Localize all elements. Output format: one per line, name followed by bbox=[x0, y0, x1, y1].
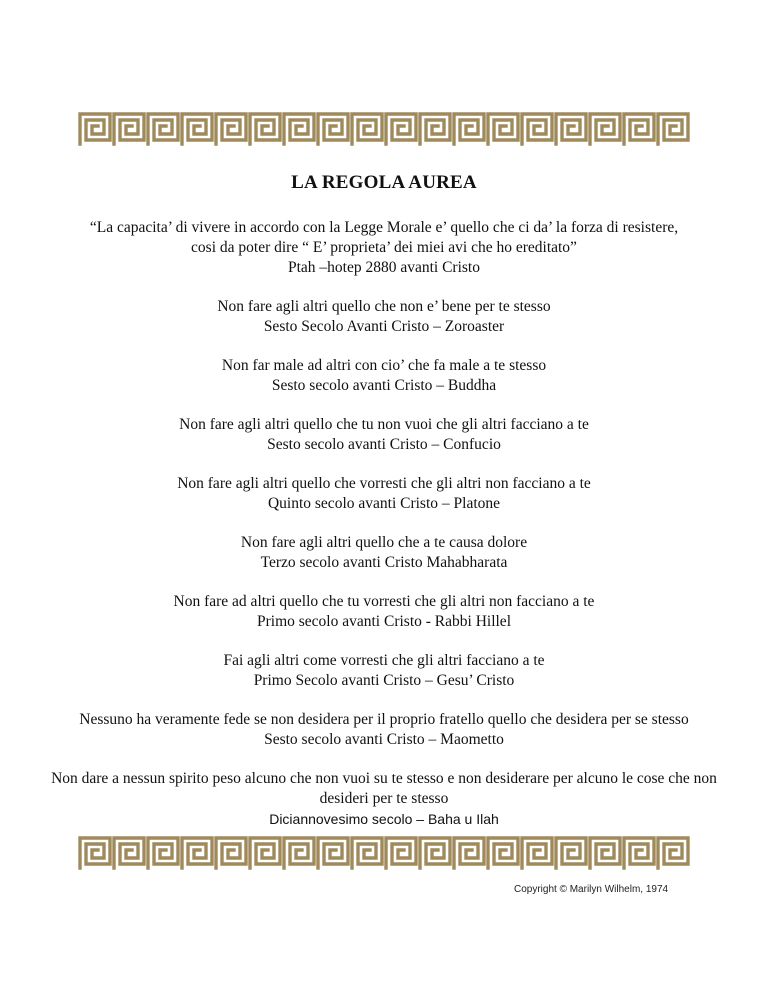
greek-key-motif bbox=[590, 114, 620, 144]
greek-key-motif bbox=[420, 838, 450, 868]
greek-key-motif bbox=[522, 838, 552, 868]
rule-source: Sesto secolo avanti Cristo – Confucio bbox=[267, 436, 501, 453]
greek-key-border-top bbox=[78, 112, 690, 146]
greek-key-motif bbox=[658, 114, 688, 144]
greek-key-motif bbox=[352, 838, 382, 868]
greek-key-motif bbox=[250, 838, 280, 868]
greek-key-motif bbox=[80, 114, 110, 144]
rule-text: Non fare agli altri quello che non e’ bene per te stesso bbox=[217, 298, 551, 315]
greek-key-motif bbox=[590, 838, 620, 868]
greek-key-motif bbox=[386, 838, 416, 868]
greek-key-motif bbox=[80, 838, 110, 868]
rule-source: Sesto Secolo Avanti Cristo – Zoroaster bbox=[263, 318, 505, 335]
greek-key-motif bbox=[624, 114, 654, 144]
rule-text: Non fare agli altri quello che vorresti che gli altri non facciano a te bbox=[177, 475, 591, 492]
rule-block bbox=[0, 415, 768, 455]
greek-key-motif bbox=[624, 838, 654, 868]
greek-key-motif bbox=[114, 838, 144, 868]
greek-key-motif bbox=[522, 114, 552, 144]
greek-key-motif bbox=[318, 114, 348, 144]
document-body bbox=[0, 218, 768, 848]
greek-key-motif bbox=[420, 114, 450, 144]
rule-source: Terzo secolo avanti Cristo Mahabharata bbox=[260, 554, 508, 571]
greek-key-motif bbox=[114, 114, 144, 144]
greek-key-motif bbox=[284, 838, 314, 868]
greek-key-motif bbox=[216, 114, 246, 144]
intro-line: cosi da poter dire “ E’ proprieta’ dei miei avi che ho ereditato” bbox=[191, 239, 577, 256]
greek-key-motif bbox=[352, 114, 382, 144]
rule-source: Primo Secolo avanti Cristo – Gesu’ Cristo bbox=[253, 672, 515, 689]
rule-text: Non fare ad altri quello che tu vorresti che gli altri non facciano a te bbox=[173, 593, 595, 610]
greek-key-motif bbox=[148, 838, 178, 868]
greek-key-motif bbox=[556, 838, 586, 868]
copyright-notice: Copyright © Marilyn Wilhelm, 1974 bbox=[514, 884, 669, 895]
greek-key-motif bbox=[148, 114, 178, 144]
greek-key-motif bbox=[488, 838, 518, 868]
rule-block bbox=[0, 533, 768, 573]
greek-key-motif bbox=[182, 114, 212, 144]
greek-key-motif bbox=[284, 114, 314, 144]
rule-text: Fai agli altri come vorresti che gli altri facciano a te bbox=[223, 652, 545, 669]
rule-source: Sesto secolo avanti Cristo – Buddha bbox=[271, 377, 497, 394]
greek-key-motif bbox=[386, 114, 416, 144]
intro-attribution: Ptah –hotep 2880 avanti Cristo bbox=[287, 259, 480, 276]
rule-text: Non fare agli altri quello che a te causa dolore bbox=[240, 534, 528, 551]
greek-key-motif bbox=[250, 114, 280, 144]
rule-text: Non far male ad altri con cio’ che fa male a te stesso bbox=[221, 357, 547, 374]
rule-block bbox=[0, 356, 768, 396]
rule-text: Non dare a nessun spirito peso alcuno che non vuoi su te stesso e non desiderare per alcuno le cose che non desideri per te stesso bbox=[51, 770, 717, 807]
greek-key-motif bbox=[658, 838, 688, 868]
rule-text: Nessuno ha veramente fede se non desidera per il proprio fratello quello che desidera per se stesso bbox=[79, 711, 689, 728]
greek-key-motif bbox=[454, 114, 484, 144]
rule-source: Primo secolo avanti Cristo - Rabbi Hillel bbox=[257, 613, 511, 630]
rule-block bbox=[44, 710, 724, 750]
greek-key-border-bottom bbox=[78, 836, 690, 870]
rule-source: Quinto secolo avanti Cristo – Platone bbox=[267, 495, 501, 512]
greek-key-motif bbox=[556, 114, 586, 144]
rule-block bbox=[0, 651, 768, 691]
greek-key-motif bbox=[488, 114, 518, 144]
greek-key-motif bbox=[318, 838, 348, 868]
rule-text: Non fare agli altri quello che tu non vuoi che gli altri facciano a te bbox=[179, 416, 589, 433]
intro-quote bbox=[0, 218, 768, 278]
rule-block bbox=[0, 474, 768, 514]
page-title: LA REGOLA AUREA bbox=[291, 172, 477, 193]
intro-line: “La capacita’ di vivere in accordo con la Legge Morale e’ quello che ci da’ la forza di resistere, bbox=[89, 219, 679, 236]
rule-block bbox=[0, 592, 768, 632]
greek-key-motif bbox=[216, 838, 246, 868]
rule-block bbox=[0, 297, 768, 337]
rule-block bbox=[44, 769, 724, 829]
rule-source: Sesto secolo avanti Cristo – Maometto bbox=[264, 731, 504, 748]
rule-source: Diciannovesimo secolo – Baha u Ilah bbox=[269, 811, 499, 827]
greek-key-motif bbox=[454, 838, 484, 868]
greek-key-motif bbox=[182, 838, 212, 868]
